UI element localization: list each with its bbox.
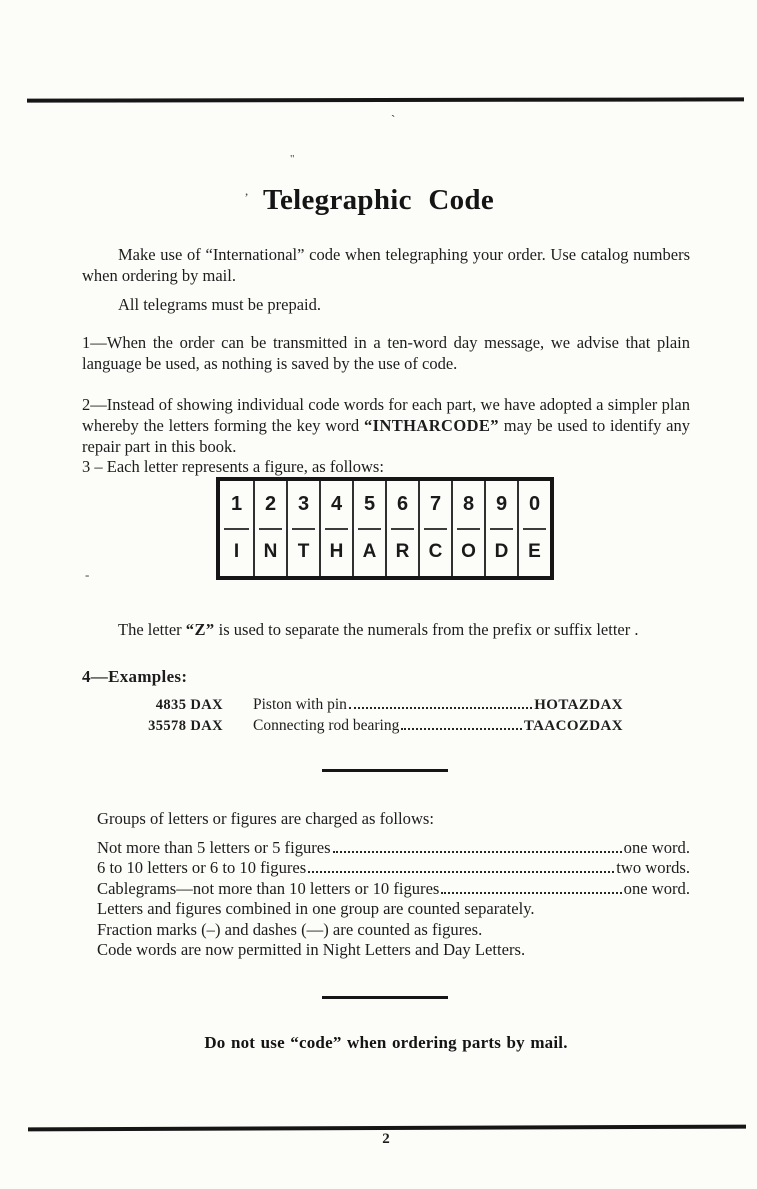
table-digit-cell: 3 <box>286 481 319 529</box>
table-digit-cell: 6 <box>385 481 418 529</box>
code-word: TAACOZDAX <box>523 718 623 734</box>
charge-rule-row <box>97 879 690 899</box>
scan-artifact: , <box>245 183 249 198</box>
charge-rule-row <box>97 858 690 878</box>
dot-leader <box>333 851 622 853</box>
code-word: HOTAZDAX <box>534 697 623 713</box>
charge-rule-text: Code words are now permitted in Night Letters and Day Letters. <box>97 939 526 959</box>
table-letter-cell: C <box>418 529 451 577</box>
table-letter-cell: T <box>286 529 319 577</box>
scan-artifact: ` <box>391 112 396 127</box>
table-digit-cell: 4 <box>319 481 352 529</box>
keyword-z: “Z” <box>185 619 215 639</box>
dot-leader <box>401 728 521 730</box>
charge-rule-row <box>97 920 690 940</box>
charge-rule-text: Letters and figures combined in one group are counted separately. <box>97 899 535 919</box>
numbered-item-1: 1—When the order can be transmitted in a ten-word day message, we advise that plain language be used, as nothing is saved by the use of code. <box>82 332 690 373</box>
table-digit-cell: 1 <box>220 481 253 529</box>
table-letter-cell: N <box>253 529 286 577</box>
catalog-number: 4835 DAX <box>155 697 223 713</box>
part-description: Piston with pin <box>253 696 347 713</box>
znote-text: The letter <box>118 619 186 639</box>
charge-rule-result: one word. <box>623 878 690 898</box>
table-digit-cell: 7 <box>418 481 451 529</box>
examples-heading: 4—Examples: <box>82 667 188 686</box>
table-letter-cell: A <box>352 529 385 577</box>
numbered-item-3: 3 – Each letter represents a figure, as follows: <box>82 456 384 476</box>
dot-leader <box>308 871 614 873</box>
example-row <box>145 695 623 715</box>
table-digit-cell: 5 <box>352 481 385 529</box>
z-letter-note <box>82 619 690 640</box>
charge-rule-result: two words. <box>616 858 690 878</box>
scan-artifact: " <box>290 153 295 165</box>
charge-rule-text: 6 to 10 letters or 6 to 10 figures <box>97 858 307 878</box>
bottom-rule <box>28 1125 746 1131</box>
footer-note: Do not use “code” when ordering parts by mail. <box>204 1033 568 1052</box>
table-letter-cell: E <box>517 529 550 577</box>
intharcode-table <box>216 477 554 580</box>
charge-rule-text: Fraction marks (–) and dashes (—) are counted as figures. <box>97 919 483 939</box>
charge-rule-row <box>97 940 690 960</box>
dot-leader <box>349 707 532 709</box>
catalog-number: 35578 DAX <box>148 718 223 734</box>
table-letter-cell: R <box>385 529 418 577</box>
top-rule <box>27 97 744 102</box>
table-letter-cell: D <box>484 529 517 577</box>
charge-rule-text: Cablegrams—not more than 10 letters or 10 figures <box>97 878 440 898</box>
prepaid-note: All telegrams must be prepaid. <box>118 294 321 314</box>
numbered-item-2 <box>82 394 690 457</box>
item2-text: 2—Instead of showing individual code words for each part, we have adopted a simpler plan whereby the letters forming the key word <box>82 394 690 435</box>
table-letter-cell: I <box>233 541 240 563</box>
charge-rule-row <box>97 838 690 858</box>
charges-heading: Groups of letters or figures are charged as follows: <box>97 809 434 828</box>
part-description: Connecting rod bearing <box>253 717 400 734</box>
section-divider <box>322 996 448 999</box>
charge-rule-row <box>97 899 690 919</box>
page-title: Telegraphic Code <box>262 184 495 217</box>
scan-artifact: - <box>85 567 90 582</box>
charge-rule-result: one word. <box>623 838 690 857</box>
section-divider <box>322 769 448 772</box>
znote-text-end: is used to separate the numerals from the prefix or suffix letter . <box>214 619 639 639</box>
page-number: 2 <box>382 1131 390 1147</box>
example-row <box>145 716 623 736</box>
item2-text-end: may be used to identify any repair part in this book. <box>82 415 690 456</box>
keyword-intharcode: “INTHARCODE” <box>363 415 499 435</box>
table-letter-cell: H <box>319 529 352 577</box>
table-digit-cell: 8 <box>451 481 484 529</box>
table-digit-cell: 9 <box>484 481 517 529</box>
intro-paragraph: Make use of “International” code when telegraphing your order. Use catalog numbers when ordering by mail. <box>82 244 690 285</box>
charge-rule-text: Not more than 5 letters or 5 figures <box>97 838 331 857</box>
table-digit-cell: 2 <box>253 481 286 529</box>
table-digit-cell: 0 <box>517 481 550 529</box>
table-letter-cell: O <box>451 529 484 577</box>
charges-section <box>97 808 690 960</box>
dot-leader <box>441 892 621 894</box>
